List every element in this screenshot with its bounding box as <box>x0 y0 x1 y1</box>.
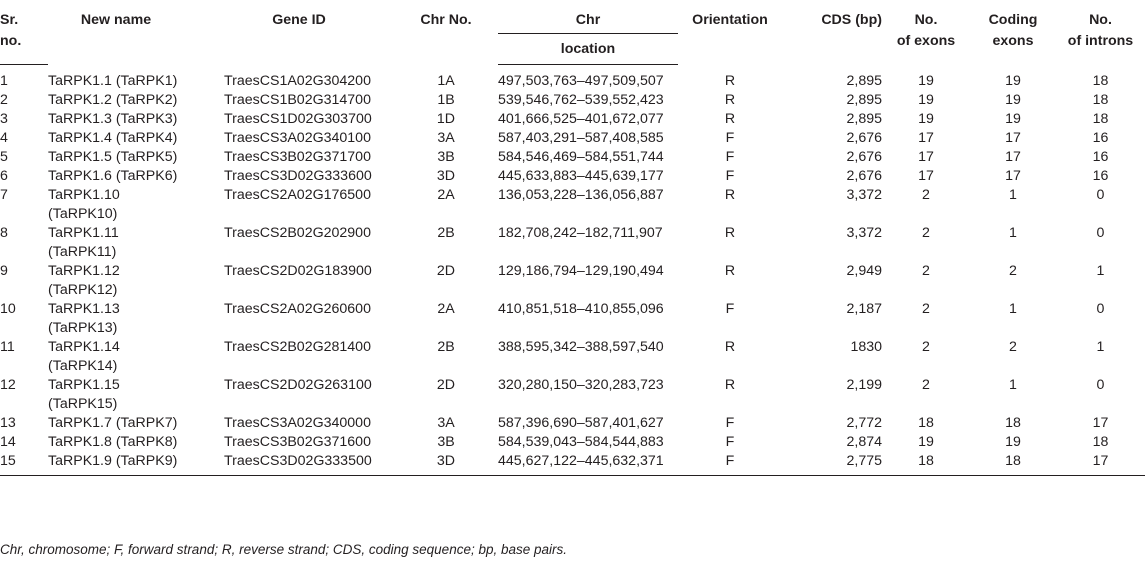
cell-new-name <box>48 65 224 92</box>
cell-location: 587,403,291–587,408,585 <box>498 130 664 146</box>
cell-new-name <box>48 186 224 224</box>
cell-no-of-exons: 2 <box>922 263 930 279</box>
cell-new-name-line: TaRPK1.4 (TaRPK4) <box>48 130 178 146</box>
cell-no-of-introns: 18 <box>1092 92 1109 108</box>
cell-sr-no: 3 <box>0 111 8 127</box>
cell-coding-exons: 2 <box>1009 339 1017 355</box>
table-row <box>0 110 1145 129</box>
table-row <box>0 338 1145 376</box>
cell-sr-no: 1 <box>0 73 8 89</box>
cell-no-of-exons: 2 <box>922 339 930 355</box>
cell-no-of-exons: 18 <box>882 452 970 476</box>
cell-no-of-introns: 18 <box>1092 111 1109 127</box>
cell-orientation: R <box>724 225 736 241</box>
cell-orientation: F <box>725 415 735 431</box>
header-chr-no: Chr No. <box>420 12 472 28</box>
cell-chr-no: 2A <box>437 301 455 317</box>
cell-gene-id: TraesCS3B02G371600 <box>224 434 371 450</box>
cell-no-of-introns: 18 <box>1092 72 1109 89</box>
cell-sr-no: 4 <box>0 130 8 146</box>
cell-location: 401,666,525–401,672,077 <box>498 111 664 127</box>
cell-gene-id: TraesCS3D02G333500 <box>224 452 394 476</box>
cell-new-name-line: (TaRPK15) <box>48 396 118 412</box>
cell-cds: 2,199 <box>846 377 882 393</box>
table-row <box>0 65 1145 92</box>
table-row <box>0 186 1145 224</box>
cell-orientation: F <box>725 434 735 450</box>
header-cds: CDS (bp) <box>821 12 882 28</box>
cell-sr-no: 10 <box>0 301 16 317</box>
cell-new-name-line: TaRPK1.3 (TaRPK3) <box>48 111 178 127</box>
table-header <box>0 0 1145 65</box>
cell-gene-id: TraesCS1A02G304200 <box>224 72 371 89</box>
cell-cds: 2,676 <box>846 149 882 165</box>
header-coding-exons: Coding exons <box>988 12 1038 49</box>
header-new-name: New name <box>80 12 152 28</box>
cell-chr-no: 2A <box>437 187 455 203</box>
cell-no-of-introns: 0 <box>1096 301 1105 317</box>
cell-no-of-exons: 19 <box>918 434 934 450</box>
table-row <box>0 376 1145 414</box>
cell-no-of-exons: 17 <box>918 130 934 146</box>
cell-location: 587,396,690–587,401,627 <box>498 415 664 431</box>
cell-no-of-introns: 17 <box>1056 452 1145 476</box>
cell-orientation: F <box>725 301 735 317</box>
cell-orientation: R <box>724 72 736 89</box>
cell-chr-no: 3D <box>394 452 498 476</box>
table-body <box>0 65 1145 476</box>
cell-new-name-line: TaRPK1.7 (TaRPK7) <box>48 415 178 431</box>
cell-sr-no: 7 <box>0 187 8 203</box>
cell-chr-no: 3D <box>436 168 456 184</box>
cell-new-name-line: TaRPK1.10 <box>48 187 120 203</box>
table-row <box>0 224 1145 262</box>
cell-new-name-line: (TaRPK13) <box>48 320 118 336</box>
cell-new-name <box>48 224 224 262</box>
cell-sr-no: 8 <box>0 225 8 241</box>
table-row <box>0 262 1145 300</box>
cell-orientation: F <box>725 149 735 165</box>
cell-cds: 2,772 <box>846 415 882 431</box>
cell-location: 129,186,794–129,190,494 <box>498 263 664 279</box>
cell-new-name-line: TaRPK1.2 (TaRPK2) <box>48 92 178 108</box>
cell-new-name <box>48 262 224 300</box>
cell-no-of-exons: 2 <box>922 225 930 241</box>
cell-orientation: R <box>724 187 736 203</box>
cell-cds: 2,949 <box>846 263 882 279</box>
cell-orientation: R <box>724 339 736 355</box>
cell-cds: 2,676 <box>846 130 882 146</box>
cell-gene-id: TraesCS2D02G263100 <box>224 377 372 393</box>
cell-sr-no: 9 <box>0 263 8 279</box>
cell-cds: 3,372 <box>846 225 882 241</box>
cell-no-of-exons: 19 <box>918 111 934 127</box>
cell-new-name-line: (TaRPK10) <box>48 206 118 222</box>
cell-coding-exons: 1 <box>1009 225 1017 241</box>
header-orientation: Orientation <box>692 12 768 28</box>
cell-gene-id: TraesCS3A02G340100 <box>224 130 371 146</box>
cell-no-of-exons: 2 <box>922 377 930 393</box>
cell-chr-no: 2B <box>437 225 455 241</box>
cell-coding-exons: 17 <box>1005 168 1021 184</box>
cell-sr-no: 5 <box>0 149 8 165</box>
cell-cds: 2,895 <box>846 92 882 108</box>
cell-sr-no: 6 <box>0 168 8 184</box>
cell-location: 410,851,518–410,855,096 <box>498 301 664 317</box>
cell-sr-no: 2 <box>0 92 8 108</box>
cell-coding-exons: 1 <box>1009 301 1017 317</box>
cell-no-of-exons: 2 <box>922 301 930 317</box>
header-chr: Chr <box>498 0 678 34</box>
cell-chr-no: 3B <box>437 434 455 450</box>
cell-gene-id: TraesCS2B02G281400 <box>224 339 371 355</box>
cell-gene-id: TraesCS1D02G303700 <box>224 111 372 127</box>
cell-location: 182,708,242–182,711,907 <box>498 225 663 241</box>
cell-gene-id: TraesCS2A02G260600 <box>224 301 371 317</box>
cell-orientation: F <box>725 168 735 184</box>
cell-new-name <box>48 148 224 167</box>
cell-gene-id: TraesCS2B02G202900 <box>224 225 371 241</box>
cell-location: 136,053,228–136,056,887 <box>498 187 664 203</box>
cell-no-of-introns: 0 <box>1096 225 1105 241</box>
cell-cds: 2,187 <box>846 301 882 317</box>
cell-no-of-introns: 0 <box>1096 187 1105 203</box>
cell-new-name-line: TaRPK1.13 <box>48 301 120 317</box>
cell-new-name <box>48 129 224 148</box>
cell-location: 320,280,150–320,283,723 <box>498 377 664 393</box>
cell-new-name <box>48 338 224 376</box>
table-row <box>0 91 1145 110</box>
table-row <box>0 452 1145 476</box>
cell-chr-no: 3A <box>437 415 455 431</box>
header-no-of-exons: No. of exons <box>896 12 956 49</box>
cell-chr-no: 1D <box>436 111 456 127</box>
cell-new-name <box>48 300 224 338</box>
table-row <box>0 414 1145 433</box>
header-sr-no: Sr. no. <box>0 0 48 65</box>
cell-new-name-line: TaRPK1.8 (TaRPK8) <box>48 434 178 450</box>
cell-coding-exons: 19 <box>1005 72 1021 89</box>
cell-cds: 1830 <box>850 339 882 355</box>
cell-sr-no: 13 <box>0 415 16 431</box>
cell-gene-id: TraesCS3A02G340000 <box>224 415 371 431</box>
cell-new-name <box>48 376 224 414</box>
table-row <box>0 167 1145 186</box>
cell-location: 539,546,762–539,552,423 <box>498 92 664 108</box>
cell-sr-no: 15 <box>0 452 48 476</box>
cell-cds: 2,895 <box>846 111 882 127</box>
header-no-of-introns: No. of introns <box>1067 12 1134 49</box>
cell-no-of-exons: 19 <box>918 92 934 108</box>
cell-coding-exons: 2 <box>1009 263 1017 279</box>
cell-coding-exons: 17 <box>1005 149 1021 165</box>
cell-gene-id: TraesCS3B02G371700 <box>224 149 371 165</box>
cell-cds: 2,775 <box>782 452 882 476</box>
cell-no-of-introns: 1 <box>1096 263 1105 279</box>
table-row <box>0 433 1145 452</box>
cell-cds: 2,895 <box>846 72 882 89</box>
cell-orientation: R <box>724 111 736 127</box>
cell-new-name-line: TaRPK1.11 <box>48 225 119 241</box>
cell-chr-no: 3A <box>437 130 455 146</box>
cell-gene-id: TraesCS1B02G314700 <box>224 92 371 108</box>
cell-new-name <box>48 452 224 476</box>
cell-location: 445,633,883–445,639,177 <box>498 168 664 184</box>
cell-no-of-introns: 17 <box>1092 415 1109 431</box>
cell-chr-no: 3B <box>437 149 455 165</box>
table-row <box>0 148 1145 167</box>
cell-chr-no: 2D <box>436 263 456 279</box>
cell-new-name-line: (TaRPK12) <box>48 282 118 298</box>
cell-location: 388,595,342–388,597,540 <box>498 339 664 355</box>
cell-gene-id: TraesCS2D02G183900 <box>224 263 372 279</box>
cell-gene-id: TraesCS2A02G176500 <box>224 187 371 203</box>
table-row <box>0 300 1145 338</box>
cell-new-name-line: TaRPK1.9 (TaRPK9) <box>48 453 178 469</box>
cell-location: 445,627,122–445,632,371 <box>498 452 678 476</box>
cell-new-name-line: TaRPK1.12 <box>48 263 120 279</box>
cell-new-name <box>48 167 224 186</box>
cell-new-name-line: (TaRPK14) <box>48 358 118 374</box>
cell-coding-exons: 1 <box>1009 377 1017 393</box>
cell-location: 584,546,469–584,551,744 <box>498 149 664 165</box>
cell-coding-exons: 17 <box>1005 130 1021 146</box>
cell-coding-exons: 19 <box>1005 92 1021 108</box>
cell-coding-exons: 18 <box>1005 415 1021 431</box>
cell-no-of-introns: 16 <box>1092 168 1109 184</box>
cell-no-of-introns: 18 <box>1092 434 1109 450</box>
cell-orientation: R <box>724 377 736 393</box>
header-gene-id: Gene ID <box>272 12 326 28</box>
cell-no-of-exons: 18 <box>918 415 934 431</box>
cell-coding-exons: 19 <box>1005 434 1021 450</box>
table-row <box>0 129 1145 148</box>
cell-new-name-line: TaRPK1.5 (TaRPK5) <box>48 149 178 165</box>
cell-no-of-introns: 0 <box>1096 377 1105 393</box>
cell-no-of-exons: 2 <box>922 187 930 203</box>
cell-orientation: F <box>678 452 782 476</box>
cell-no-of-exons: 17 <box>918 149 934 165</box>
cell-coding-exons: 18 <box>970 452 1056 476</box>
cell-no-of-introns: 16 <box>1092 130 1109 146</box>
cell-new-name <box>48 414 224 433</box>
cell-chr-no: 1B <box>437 92 455 108</box>
cell-cds: 2,874 <box>846 434 882 450</box>
cell-coding-exons: 1 <box>1009 187 1017 203</box>
cell-no-of-exons: 17 <box>918 168 934 184</box>
cell-coding-exons: 19 <box>1005 111 1021 127</box>
cell-new-name-line: TaRPK1.1 (TaRPK1) <box>48 72 178 89</box>
cell-orientation: R <box>724 263 736 279</box>
cell-new-name-line: (TaRPK11) <box>48 244 117 260</box>
cell-chr-no: 1A <box>437 72 455 89</box>
cell-location: 584,539,043–584,544,883 <box>498 434 664 450</box>
cell-no-of-introns: 16 <box>1092 149 1109 165</box>
cell-new-name-line: TaRPK1.15 <box>48 377 120 393</box>
cell-sr-no: 11 <box>0 339 15 355</box>
cell-new-name-line: TaRPK1.14 <box>48 339 120 355</box>
cell-new-name <box>48 433 224 452</box>
cell-sr-no: 14 <box>0 434 16 450</box>
table-footnote: Chr, chromosome; F, forward strand; R, reverse strand; CDS, coding sequence; bp, base pairs. <box>0 542 568 557</box>
cell-orientation: R <box>724 92 736 108</box>
cell-gene-id: TraesCS3D02G333600 <box>224 168 372 184</box>
cell-chr-no: 2B <box>437 339 455 355</box>
cell-orientation: F <box>725 130 735 146</box>
cell-cds: 3,372 <box>846 187 882 203</box>
cell-chr-no: 2D <box>436 377 456 393</box>
header-location: location <box>498 34 678 65</box>
cell-sr-no: 12 <box>0 377 16 393</box>
cell-location: 497,503,763–497,509,507 <box>498 73 664 89</box>
cell-cds: 2,676 <box>846 168 882 184</box>
cell-new-name-line: TaRPK1.6 (TaRPK6) <box>48 168 178 184</box>
cell-no-of-introns: 1 <box>1096 339 1105 355</box>
cell-new-name <box>48 91 224 110</box>
cell-no-of-exons: 19 <box>918 72 934 89</box>
cell-new-name <box>48 110 224 129</box>
